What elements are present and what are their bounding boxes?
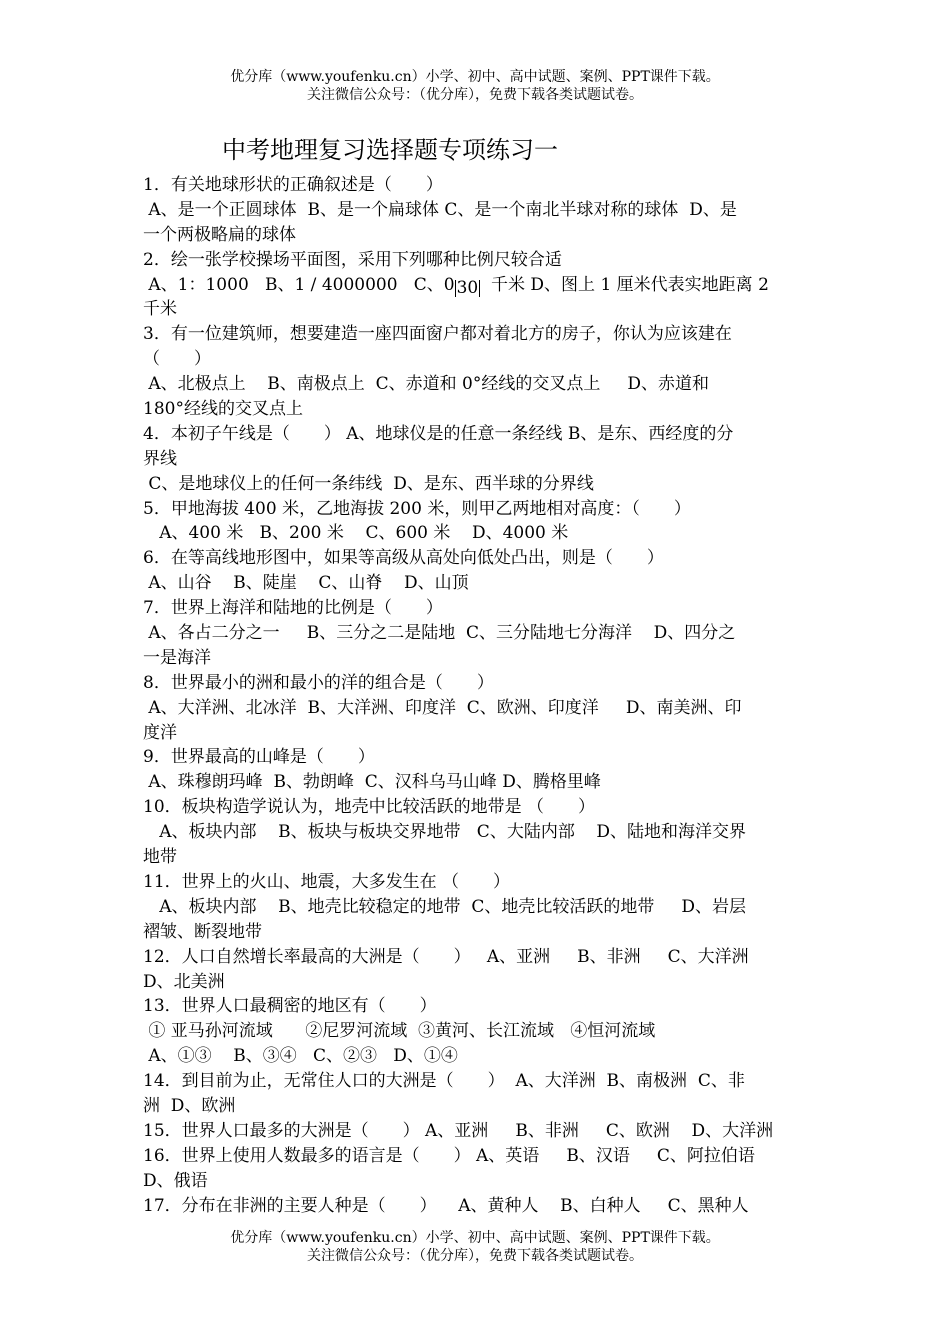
text-line: 180°经线的交叉点上 <box>143 399 303 420</box>
question-body <box>143 173 808 1218</box>
text-line: 13．世界人口最稠密的地区有（ ） <box>143 996 437 1017</box>
page-title: 中考地理复习选择题专项练习一 <box>222 136 558 164</box>
footer-line-1: 优分库（www.youfenku.cn）小学、初中、高中试题、案例、PPT课件下载。 <box>230 1230 720 1246</box>
text-line: 界线 <box>143 448 177 469</box>
text-line: A、各占二分之一 B、三分之二是陆地 C、三分陆地七分海洋 D、四分之 <box>143 623 736 644</box>
text-line: 地带 <box>143 847 177 868</box>
footer-line-2: 关注微信公众号：（优分库），免费下载各类试题试卷。 <box>307 1248 643 1264</box>
text-line: 5．甲地海拔 400 米，乙地海拔 200 米，则甲乙两地相对高度：（ ） <box>143 498 691 519</box>
text-line: 4．本初子午线是（ ） A、地球仪是的任意一条经线 B、是东、西经度的分 <box>143 423 734 444</box>
scale-box: 30 <box>456 277 479 298</box>
text-line: C、是地球仪上的任何一条纬线 D、是东、西半球的分界线 <box>143 473 594 494</box>
text-line: 3．有一位建筑师，想要建造一座四面窗户都对着北方的房子，你认为应该建在 <box>143 324 732 345</box>
text-line: 2．绘一张学校操场平面图，采用下列哪种比例尺较合适 <box>143 249 562 270</box>
text-line: 17．分布在非洲的主要人种是（ ） A、黄种人 B、白种人 C、黑种人 <box>143 1195 749 1216</box>
text-line: 9．世界最高的山峰是（ ） <box>143 747 375 768</box>
text-line: 11．世界上的火山、地震，大多发生在 （ ） <box>143 871 511 892</box>
page-footer <box>0 1229 950 1265</box>
text-line: 10．板块构造学说认为，地壳中比较活跃的地带是 （ ） <box>143 797 596 818</box>
text-line: 12．人口自然增长率最高的大洲是（ ） A、亚洲 B、非洲 C、大洋洲 <box>143 946 749 967</box>
text-line: （ ） <box>143 349 211 370</box>
text-line: 一是海洋 <box>143 647 211 668</box>
text-line: A、大洋洲、北冰洋 B、大洋洲、印度洋 C、欧洲、印度洋 D、南美洲、印 <box>143 697 742 718</box>
header-line-1: 优分库（www.youfenku.cn）小学、初中、高中试题、案例、PPT课件下载。 <box>230 69 720 85</box>
text-line: 14．到目前为止，无常住人口的大洲是（ ） A、大洋洲 B、南极洲 C、非 <box>143 1071 745 1092</box>
text-line: 度洋 <box>143 722 177 743</box>
text-line: 6．在等高线地形图中，如果等高级从高处向低处凸出，则是（ ） <box>143 548 664 569</box>
text-segment: 千米 D、图上 1 厘米代表实地距离 2 <box>480 274 769 295</box>
text-line: A、山谷 B、陡崖 C、山脊 D、山顶 <box>143 573 469 594</box>
text-line: 千米 <box>143 299 177 320</box>
text-line: A、是一个正圆球体 B、是一个扁球体 C、是一个南北半球对称的球体 D、是 <box>143 199 737 220</box>
text-line: 15．世界人口最多的大洲是（ ） A、亚洲 B、非洲 C、欧洲 D、大洋洲 <box>143 1120 774 1141</box>
text-line: A、400 米 B、200 米 C、600 米 D、4000 米 <box>143 523 569 544</box>
text-line: A、板块内部 B、地壳比较稳定的地带 C、地壳比较活跃的地带 D、岩层 <box>143 896 747 917</box>
page-header <box>0 68 950 104</box>
text-segment: A、1：1000 B、1 / 4000000 C、0 <box>143 274 455 295</box>
text-line: D、俄语 <box>143 1170 208 1191</box>
text-line: 1．有关地球形状的正确叙述是（ ） <box>143 175 443 195</box>
header-line-2: 关注微信公众号：（优分库），免费下载各类试题试卷。 <box>307 87 643 103</box>
text-line: A、①③ B、③④ C、②③ D、①④ <box>143 1046 458 1067</box>
text-line: 一个两极略扁的球体 <box>143 224 296 245</box>
text-line: 7．世界上海洋和陆地的比例是（ ） <box>143 598 443 619</box>
text-line: 8．世界最小的洲和最小的洋的组合是（ ） <box>143 672 494 693</box>
text-line: 16．世界上使用人数最多的语言是（ ） A、英语 B、汉语 C、阿拉伯语 <box>143 1145 755 1166</box>
text-line: 洲 D、欧洲 <box>143 1095 236 1116</box>
text-line: A、板块内部 B、板块与板块交界地带 C、大陆内部 D、陆地和海洋交界 <box>143 822 747 843</box>
text-line <box>143 273 808 298</box>
text-line: A、北极点上 B、南极点上 C、赤道和 0°经线的交叉点上 D、赤道和 <box>143 374 709 395</box>
text-line: A、珠穆朗玛峰 B、勃朗峰 C、汉科乌马山峰 D、腾格里峰 <box>143 772 601 793</box>
text-line: ① 亚马孙河流域 ②尼罗河流域 ③黄河、长江流域 ④恒河流域 <box>143 1021 656 1042</box>
text-line: 褶皱、断裂地带 <box>143 921 262 942</box>
text-line: D、北美洲 <box>143 971 225 992</box>
